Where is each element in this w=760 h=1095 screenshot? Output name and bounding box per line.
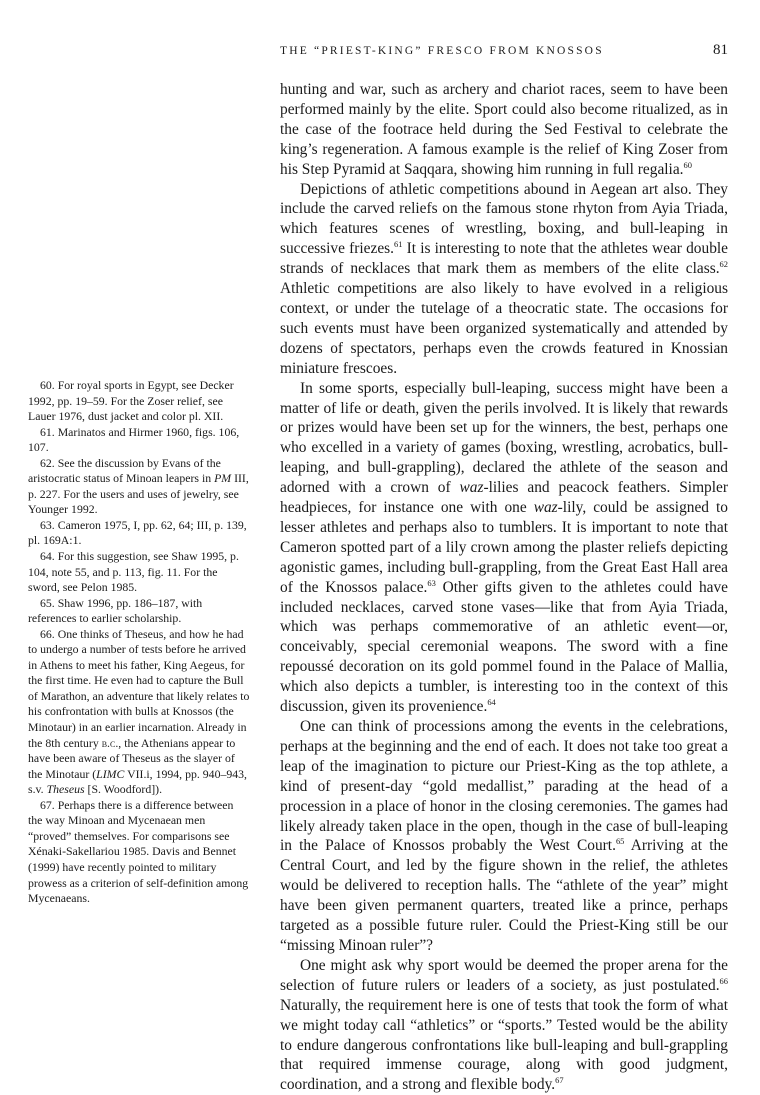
footnote-66: 66. One thinks of Theseus, and how he had to undergo a number of tests before he arrived in Athens to meet his father, King Aegeus, for the first time. He even had to capture the Bull of Marathon, an adventure that likely relates to his confrontation with bulls at Knossos (the Minotaur) in an earlier incarnation. Already in the 8th century b.c., the Athenians appear to have been aware of Theseus as the slayer of the Minotaur (LIMC VII.i, 1994, pp. 940–943, s.v. Theseus [S. Woodford]).: [28, 626, 250, 797]
main-text-column: [280, 80, 728, 1095]
footnotes-column: [28, 378, 250, 907]
footnote-ref-64: 64: [487, 697, 496, 708]
paragraph-1: hunting and war, such as archery and chariot races, seem to have been performed mainly by the elite. Sport could also become ritualized, as in the case of the footrace held during the Sed Festival to celebrate the king’s regeneration. A famous example is the relief of King Zoser from his Step Pyramid at Saqqara, showing him running in full regalia.$^{60}$: [280, 81, 728, 178]
footnote-ref-65: 65: [615, 836, 625, 847]
footnote-65: 65. Shaw 1996, pp. 186–187, with references to earlier scholarship.: [28, 595, 203, 626]
footnote-ref-67: 67: [555, 1075, 564, 1086]
running-title: THE “PRIEST-KING” FRESCO FROM KNOSSOS: [280, 45, 604, 57]
footnote-ref-60: 60: [683, 159, 692, 170]
running-head: [280, 42, 728, 65]
page-number: 81: [713, 42, 728, 58]
footnote-67: 67. Perhaps there is a difference between the way Minoan and Mycenaean men “proved” themselves. For comparisons see Xénaki-Sakellariou 1985. Davis and Bennet (1999) have recently pointed to military prowess as a criterion of self-definition among Mycenaeans.: [28, 797, 249, 906]
paragraph-3: In some sports, especially bull-leaping, success might have been a matter of life or death, given the perils involved. It is likely that rewards or prizes would have been set up for the winners, the best, perhaps one who excelled in a variety of games (boxing, wrestling, acrobatics, bull-leaping, and bull-grappling), declared the athlete of the season and adorned with a crown of waz-lilies and peacock feathers. Simpler headpieces, for instance one with one waz-lily, could be assigned to lesser athletes and perhaps also to tumblers. It is important to note that Cameron spotted part of a lily crown among the plaster reliefs depicting agonistic games, including bull-grappling, from the Great East Hall area of the Knossos palace.$^{63}$ Other gifts given to the athletes could have included necklaces, carved stone vases—like that from Ayia Triada, which was perhaps commemorative of an athletic event—or, conceivably, special ceremonial weapons. The sword with a fine repoussé decoration on its gold pommel found in the Palace of Mallia, which also depicts a tumbler, is interesting too in the context of this discussion, given its provenience.$^{64}$: [280, 379, 728, 716]
footnote-64: 64. For this suggestion, see Shaw 1995, p. 104, note 55, and p. 113, fig. 11. For the sword, see Pelon 1985.: [28, 549, 239, 595]
paragraph-5: One might ask why sport would be deemed the proper arena for the selection of future rulers or leaders of a society, as just postulated.$^{66}$ Naturally, the requirement here is one of tests that took the form of what we might today call “athletics” or “sports.” Tested would be the ability to endure dangerous confrontations like bull-leaping and bull-grappling that required immense courage, along with good judgment, coordination, and a strong and flexible body.$^{67}$: [280, 956, 728, 1094]
footnote-63: 63. Cameron 1975, I, pp. 62, 64; III, p. 139, pl. 169A:1.: [28, 517, 247, 548]
footnote-ref-61: 61: [394, 239, 403, 250]
footnote-61: 61. Marinatos and Hirmer 1960, figs. 106, 107.: [28, 424, 240, 455]
footnote-60: 60. For royal sports in Egypt, see Decker 1992, pp. 19–59. For the Zoser relief, see Lauer 1976, dust jacket and color pl. XII.: [28, 378, 234, 424]
footnote-62: 62. See the discussion by Evans of the aristocratic status of Minoan leapers in PM III, p. 227. For the users and uses of jewelry, see Younger 1992.: [28, 455, 249, 517]
paragraph-4: One can think of processions among the events in the celebrations, perhaps at the beginning and the end of each. It does not take too great a leap of the imagination to picture our Priest-King as the top athlete, a kind of present-day “gold medallist,” parading at the head of a procession in a place of honor in the closing ceremonies. The games had likely already taken place in the open, though in the case of bull-leaping in the Palace of Knossos probably the West Court.$^{65}$ Arriving at the Central Court, and led by the figure shown in the relief, the athletes would be delivered to reception halls. The “athlete of the year” might have been given permanent quarters, treated like a prince, perhaps targeted as a possible future ruler. Could the Priest-King still be our “missing Minoan ruler”?: [280, 718, 729, 954]
paragraph-2: Depictions of athletic competitions abound in Aegean art also. They include the carved reliefs on the famous stone rhyton from Ayia Triada, which features scenes of wrestling, boxing, and bull-leaping in successive friezes.$^{61}$ It is interesting to note that the athletes wear double strands of necklaces that mark them as members of the elite class.$^{62}$ Athletic competitions are also likely to have evolved in a religious context, or under the tutelage of a theocratic state. The occasions for such events must have been organized systematically and attended by dozens of spectators, perhaps even the crowds featured in Knossian miniature frescoes.: [280, 180, 728, 377]
footnote-ref-63: 63: [427, 577, 436, 588]
footnote-ref-62: 62: [719, 259, 728, 270]
footnote-ref-66: 66: [719, 975, 728, 986]
